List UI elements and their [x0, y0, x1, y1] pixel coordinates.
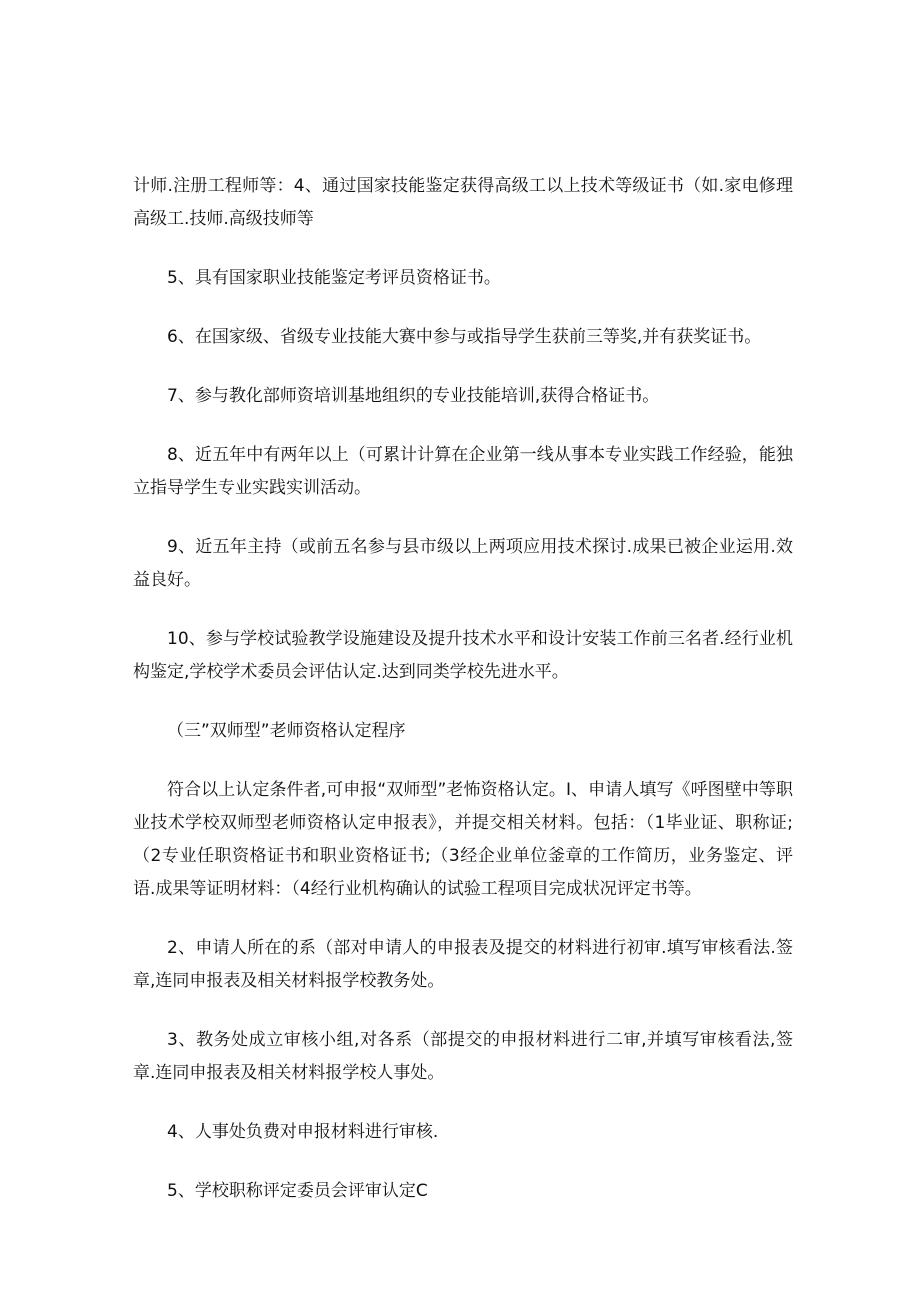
paragraph-procedure-step-4: 4、人事处负费对申报材料进行审核.: [167, 1122, 439, 1142]
paragraph-continuation: 计师.注册工程师等：4、通过国家技能鉴定获得高级工以上技术等级证书（如.家电修理高级工.技师.高级技师等: [133, 176, 793, 229]
document-body: [133, 170, 793, 1234]
paragraph-item-7: 7、参与教化部师资培训基地组织的专业技能培训,获得合格证书。: [167, 386, 660, 406]
paragraph-procedure-step-2: 2、申请人所在的系（部对申请人的申报表及提交的材料进行初审.填写审核看法.签章,连同申报表及相关材料报学校教务处。: [133, 938, 793, 991]
paragraph-item-9: 9、近五年主持（或前五名参与县市级以上两项应用技术探讨.成果已被企业运用.效益良好。: [133, 537, 793, 590]
paragraph-item-6: 6、在国家级、省级专业技能大赛中参与或指导学生获前三等奖,并有获奖证书。: [167, 327, 762, 347]
paragraph-item-10: 10、参与学校试验教学设施建设及提升技术水平和设计安装工作前三名者.经行业机构鉴定,学校学术委员会评估认定.达到同类学校先进水平。: [133, 629, 793, 682]
paragraph-procedure-step-5: 5、学校职称评定委员会评审认定C: [167, 1181, 428, 1201]
paragraph-procedure-step-1: 符合以上认定条件者,可申报“双师型”老怖资格认定。I、申请人填写《呼图壁中等职业技术学校双师型老师资格认定申报表》，并提交相关材料。包括：（1毕业证、职称证;（2专业任职资格证书和职业资格证书;（3经企业单位釜章的工作简历，业务鉴定、评语.成果等证明材料：（4经行业机构确认的试验工程项目完成状况评定书等。: [133, 780, 793, 899]
paragraph-item-8: 8、近五年中有两年以上（可累计计算在企业第一线从事本专业实践工作经验，能独立指导学生专业实践实训活动。: [133, 445, 793, 498]
paragraph-procedure-step-3: 3、教务处成立审核小组,对各系（部提交的申报材料进行二审,并填写审核看法,签章.连同申报表及相关材料报学校人事处。: [133, 1030, 793, 1083]
section-heading: （三”双师型”老师资格认定程序: [167, 721, 406, 741]
paragraph-item-5: 5、具有国家职业技能鉴定考评员资格证书。: [167, 268, 501, 288]
